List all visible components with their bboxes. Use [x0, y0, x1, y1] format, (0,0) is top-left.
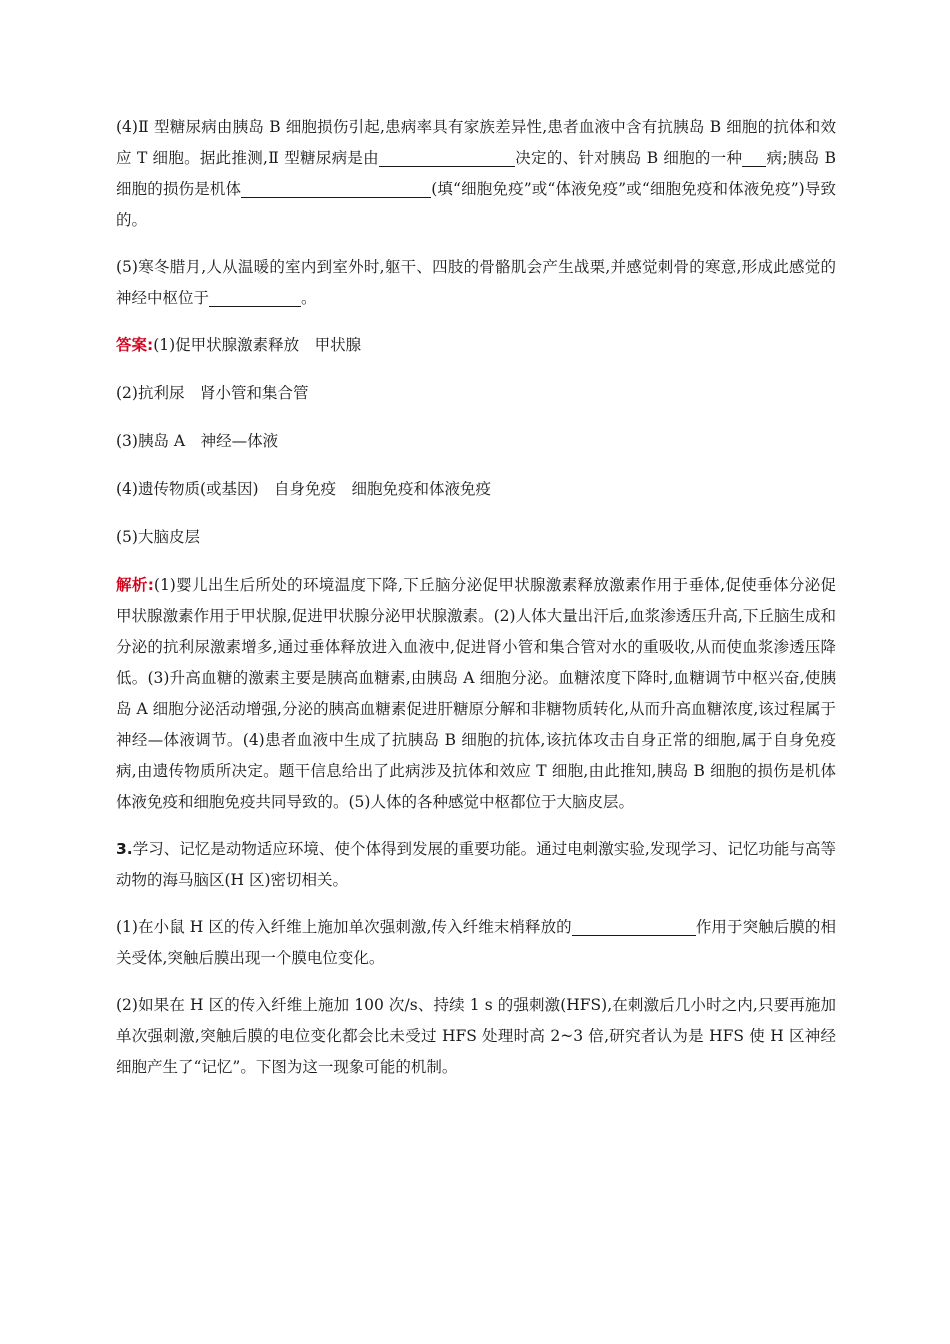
question-3-part-1 [116, 912, 836, 974]
q2-part4-text-c: 病;胰岛 B 细胞的损伤是机体 [116, 149, 836, 198]
question-2-part-5 [116, 252, 836, 314]
q2-part4-text-a: (4)Ⅱ 型糖尿病由胰岛 B 细胞损伤引起,患病率具有家族差异性,患者血液中含有抗胰岛 B 细胞的抗体和效应 T 细胞。据此推测,Ⅱ 型糖尿病是由 [116, 118, 836, 167]
q2-part4-text-d: (填“细胞免疫”或“体液免疫”或“细胞免疫和体液免疫”)导致的。 [116, 180, 836, 229]
question-3-part-2 [116, 990, 836, 1083]
q3-part2-text: (2)如果在 H 区的传入纤维上施加 100 次/s、持续 1 s 的强刺激(HFS),在刺激后几小时之内,只要再施加单次强刺激,突触后膜的电位变化都会比未受过 HFS 处理时高 2~3 倍,研究者认为是 HFS 使 H 区神经细胞产生了“记忆”。下图为这一现象可能的机制。 [116, 996, 836, 1076]
answer-item: (2)抗利尿 肾小管和集合管 [116, 384, 309, 402]
answer-blank[interactable] [209, 286, 301, 307]
q2-part5-text-a: (5)寒冬腊月,人从温暖的室内到室外时,躯干、四肢的骨骼肌会产生战栗,并感觉刺骨的寒意,形成此感觉的神经中枢位于 [116, 258, 836, 307]
analysis-paragraph [116, 570, 836, 818]
document-page [116, 112, 836, 1099]
answer-item: (3)胰岛 A 神经—体液 [116, 432, 279, 450]
q3-part1-text-a: (1)在小鼠 H 区的传入纤维上施加单次强刺激,传入纤维末梢释放的 [116, 918, 572, 936]
answer-line-2 [116, 378, 836, 409]
answer-line-4 [116, 474, 836, 505]
q3-part1-text-b: 作用于突触后膜的相关受体,突触后膜出现一个膜电位变化。 [116, 918, 836, 967]
q2-part4-text-b: 决定的、针对胰岛 B 细胞的一种 [514, 149, 743, 167]
analysis-text: (1)婴儿出生后所处的环境温度下降,下丘脑分泌促甲状腺激素释放激素作用于垂体,促使垂体分泌促甲状腺激素作用于甲状腺,促进甲状腺分泌甲状腺激素。(2)人体大量出汗后,血浆渗透压升高,下丘脑生成和分泌的抗利尿激素增多,通过垂体释放进入血液中,促进肾小管和集合管对水的重吸收,从而使血浆渗透压降低。(3)升高血糖的激素主要是胰高血糖素,由胰岛 A 细胞分泌。血糖浓度下降时,血糖调节中枢兴奋,使胰岛 A 细胞分泌活动增强,分泌的胰高血糖素促进肝糖原分解和非糖物质转化,从而升高血糖浓度,该过程属于神经—体液调节。(4)患者血液中生成了抗胰岛 B 细胞的抗体,该抗体攻击自身正常的细胞,属于自身免疫病,由遗传物质所决定。题干信息给出了此病涉及抗体和效应 T 细胞,由此推知,胰岛 B 细胞的损伤是机体体液免疫和细胞免疫共同导致的。(5)人体的各种感觉中枢都位于大脑皮层。 [116, 576, 836, 811]
q2-part5-text-b: 。 [301, 289, 317, 307]
answer-label: 答案: [116, 336, 154, 354]
answer-line-5 [116, 522, 836, 553]
answer-item: (1)促甲状腺激素释放 甲状腺 [153, 336, 362, 354]
analysis-label: 解析: [116, 576, 154, 594]
answer-blank[interactable] [379, 146, 515, 167]
answer-blank[interactable] [742, 146, 766, 167]
answer-blank[interactable] [572, 915, 696, 936]
answer-item: (4)遗传物质(或基因) 自身免疫 细胞免疫和体液免疫 [116, 480, 492, 498]
answer-line-3 [116, 426, 836, 457]
answer-line-1 [116, 330, 836, 361]
question-2-part-4 [116, 112, 836, 236]
answer-blank[interactable] [241, 177, 431, 198]
answer-item: (5)大脑皮层 [116, 528, 200, 546]
q3-stem-text: 学习、记忆是动物适应环境、使个体得到发展的重要功能。通过电刺激实验,发现学习、记忆功能与高等动物的海马脑区(H 区)密切相关。 [116, 840, 836, 889]
question-number: 3. [116, 840, 133, 858]
question-3-stem [116, 834, 836, 896]
